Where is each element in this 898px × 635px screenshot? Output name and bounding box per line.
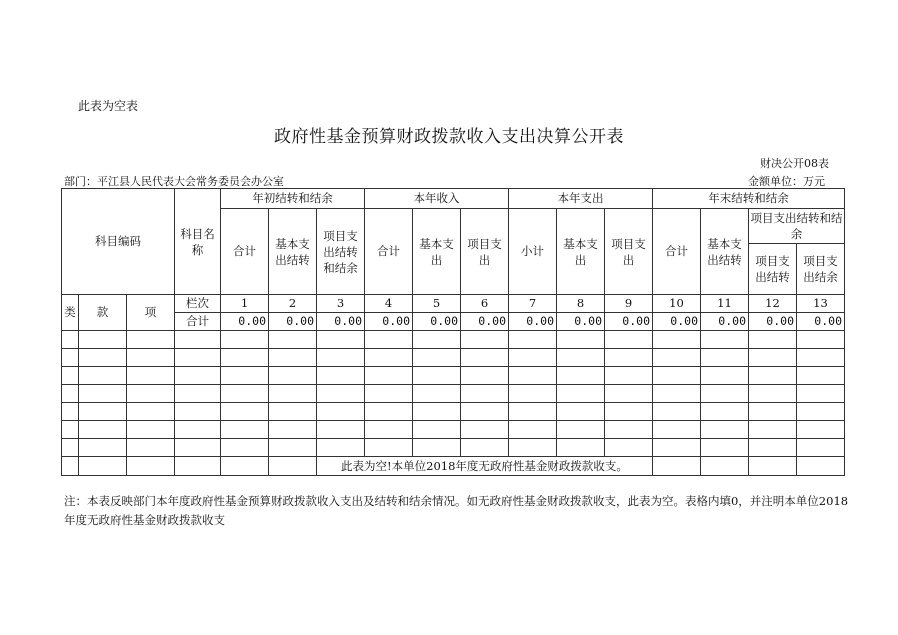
column-number: 7 bbox=[509, 295, 557, 313]
column-number-label: 栏次 bbox=[175, 295, 221, 313]
header-xiang: 项 bbox=[127, 295, 175, 331]
empty-table-note: 此表为空表 bbox=[78, 99, 139, 113]
table-row bbox=[62, 349, 845, 367]
total-value: 0.00 bbox=[605, 313, 653, 331]
header-end-total: 合计 bbox=[653, 209, 701, 295]
table-row bbox=[62, 457, 845, 476]
column-number: 4 bbox=[365, 295, 413, 313]
column-number: 12 bbox=[749, 295, 797, 313]
table-row bbox=[62, 385, 845, 403]
amount-unit: 金额单位：万元 bbox=[748, 175, 825, 188]
total-value: 0.00 bbox=[653, 313, 701, 331]
table-row bbox=[62, 403, 845, 421]
header-begin-project: 项目支出结转和结余 bbox=[317, 209, 365, 295]
header-expense-project: 项目支出 bbox=[605, 209, 653, 295]
header-end-basic: 基本支出结转 bbox=[701, 209, 749, 295]
empty-table-notice: 此表为空!本单位2018年度无政府性基金财政拨款收支。 bbox=[317, 457, 653, 476]
header-income-basic: 基本支出 bbox=[413, 209, 461, 295]
header-end-project-carry: 项目支出结转 bbox=[749, 244, 797, 295]
table-row bbox=[62, 331, 845, 349]
department-label: 部门：平江县人民代表大会常务委员会办公室 bbox=[64, 175, 284, 188]
total-row-label: 合计 bbox=[175, 313, 221, 331]
header-end-project-group: 项目支出结转和结余 bbox=[749, 209, 845, 244]
header-income-total: 合计 bbox=[365, 209, 413, 295]
header-lei: 类 bbox=[62, 295, 79, 331]
total-value: 0.00 bbox=[797, 313, 845, 331]
total-value: 0.00 bbox=[509, 313, 557, 331]
table-row bbox=[62, 421, 845, 439]
total-value: 0.00 bbox=[365, 313, 413, 331]
header-expense-subtotal: 小计 bbox=[509, 209, 557, 295]
total-value: 0.00 bbox=[413, 313, 461, 331]
header-group-end: 年末结转和结余 bbox=[653, 189, 845, 209]
table-row bbox=[62, 439, 845, 457]
header-expense-basic: 基本支出 bbox=[557, 209, 605, 295]
header-income-project: 项目支出 bbox=[461, 209, 509, 295]
header-group-begin: 年初结转和结余 bbox=[221, 189, 365, 209]
header-begin-total: 合计 bbox=[221, 209, 269, 295]
total-value: 0.00 bbox=[269, 313, 317, 331]
column-number: 3 bbox=[317, 295, 365, 313]
column-number: 11 bbox=[701, 295, 749, 313]
header-subject-code: 科目编码 bbox=[62, 189, 175, 295]
total-value: 0.00 bbox=[461, 313, 509, 331]
total-value: 0.00 bbox=[317, 313, 365, 331]
column-number: 1 bbox=[221, 295, 269, 313]
footnote: 注：本表反映部门本年度政府性基金预算财政拨款收入支出及结转和结余情况。如无政府性基金财政拨款收支，此表为空。表格内填0，并注明本单位2018年度无政府性基金财政拨款收支 bbox=[64, 494, 849, 527]
column-number: 13 bbox=[797, 295, 845, 313]
header-group-expense: 本年支出 bbox=[509, 189, 653, 209]
header-group-income: 本年收入 bbox=[365, 189, 509, 209]
header-end-project-surplus: 项目支出结余 bbox=[797, 244, 845, 295]
total-value: 0.00 bbox=[221, 313, 269, 331]
column-number: 6 bbox=[461, 295, 509, 313]
total-value: 0.00 bbox=[749, 313, 797, 331]
header-begin-basic: 基本支出结转 bbox=[269, 209, 317, 295]
header-kuan: 款 bbox=[79, 295, 127, 331]
column-number: 5 bbox=[413, 295, 461, 313]
column-number: 9 bbox=[605, 295, 653, 313]
form-code: 财决公开08表 bbox=[760, 157, 829, 170]
budget-table bbox=[61, 188, 845, 476]
column-number: 10 bbox=[653, 295, 701, 313]
column-number: 2 bbox=[269, 295, 317, 313]
total-value: 0.00 bbox=[557, 313, 605, 331]
column-number: 8 bbox=[557, 295, 605, 313]
header-subject-name: 科目名称 bbox=[175, 189, 221, 295]
page-title: 政府性基金预算财政拨款收入支出决算公开表 bbox=[274, 127, 624, 147]
total-value: 0.00 bbox=[701, 313, 749, 331]
table-row bbox=[62, 367, 845, 385]
